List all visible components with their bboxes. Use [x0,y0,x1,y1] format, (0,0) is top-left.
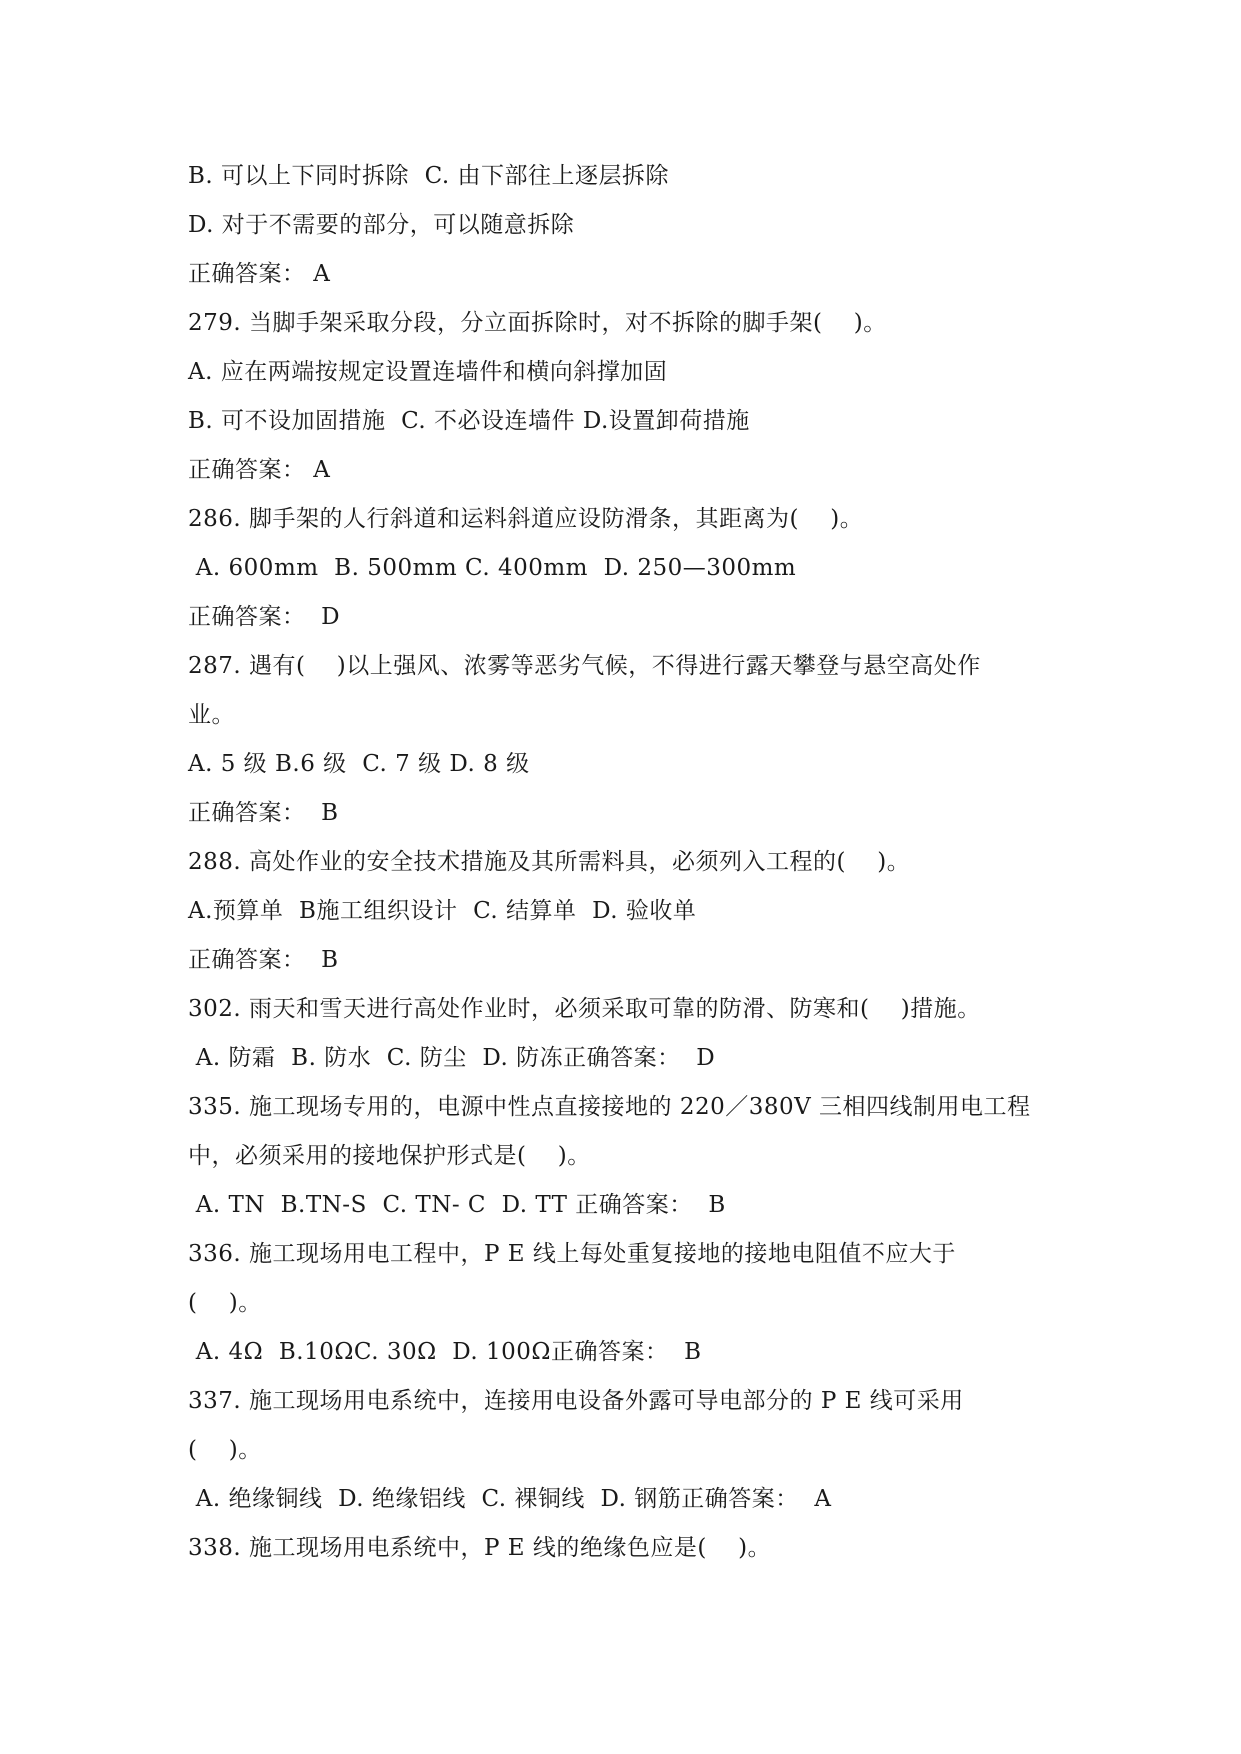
text-line: 业。 [188,702,235,728]
text-line: A. 600mm B. 500mm C. 400mm D. 250—300mm [188,555,797,581]
text-line: 正确答案： A [188,457,331,483]
text-line: 正确答案： A [188,261,331,287]
text-line: 302. 雨天和雪天进行高处作业时，必须采取可靠的防滑、防寒和( )措施。 [188,996,981,1022]
text-line: ( )。 [188,1437,262,1463]
text-line: 中，必须采用的接地保护形式是( )。 [188,1143,591,1169]
text-line: B. 可以上下同时拆除 C. 由下部往上逐层拆除 [188,163,670,189]
text-line: 337. 施工现场用电系统中，连接用电设备外露可导电部分的 P E 线可采用 [188,1388,964,1414]
text-line: A. 防霜 B. 防水 C. 防尘 D. 防冻正确答案： D [188,1045,716,1071]
text-line: 正确答案： B [188,947,339,973]
text-line: A. TN B.TN-S C. TN- C D. TT 正确答案： B [188,1192,726,1218]
text-line: 288. 高处作业的安全技术措施及其所需料具，必须列入工程的( )。 [188,849,911,875]
text-line: 336. 施工现场用电工程中，P E 线上每处重复接地的接地电阻值不应大于 [188,1241,956,1267]
text-line: D. 对于不需要的部分，可以随意拆除 [188,212,575,238]
text-line: A. 绝缘铜线 D. 绝缘铝线 C. 裸铜线 D. 钢筋正确答案： A [188,1486,832,1512]
text-line: 335. 施工现场专用的，电源中性点直接接地的 220／380V 三相四线制用电工程 [188,1094,1031,1120]
text-line: ( )。 [188,1290,262,1316]
text-line: 正确答案： B [188,800,339,826]
text-line: A. 应在两端按规定设置连墙件和横向斜撑加固 [188,359,668,385]
text-line: 正确答案： D [188,604,341,630]
text-line: A. 5 级 B.6 级 C. 7 级 D. 8 级 [188,751,530,777]
text-line: 338. 施工现场用电系统中，P E 线的绝缘色应是( )。 [188,1535,772,1561]
text-line: 286. 脚手架的人行斜道和运料斜道应设防滑条，其距离为( )。 [188,506,864,532]
text-line: B. 可不设加固措施 C. 不必设连墙件 D.设置卸荷措施 [188,408,750,434]
text-line: A.预算单 B施工组织设计 C. 结算单 D. 验收单 [188,898,697,924]
text-line: 279. 当脚手架采取分段，分立面拆除时，对不拆除的脚手架( )。 [188,310,887,336]
text-line: 287. 遇有( )以上强风、浓雾等恶劣气候，不得进行露天攀登与悬空高处作 [188,653,981,679]
document-body [188,152,1088,1573]
text-line: A. 4Ω B.10ΩC. 30Ω D. 100Ω正确答案： B [188,1339,702,1365]
